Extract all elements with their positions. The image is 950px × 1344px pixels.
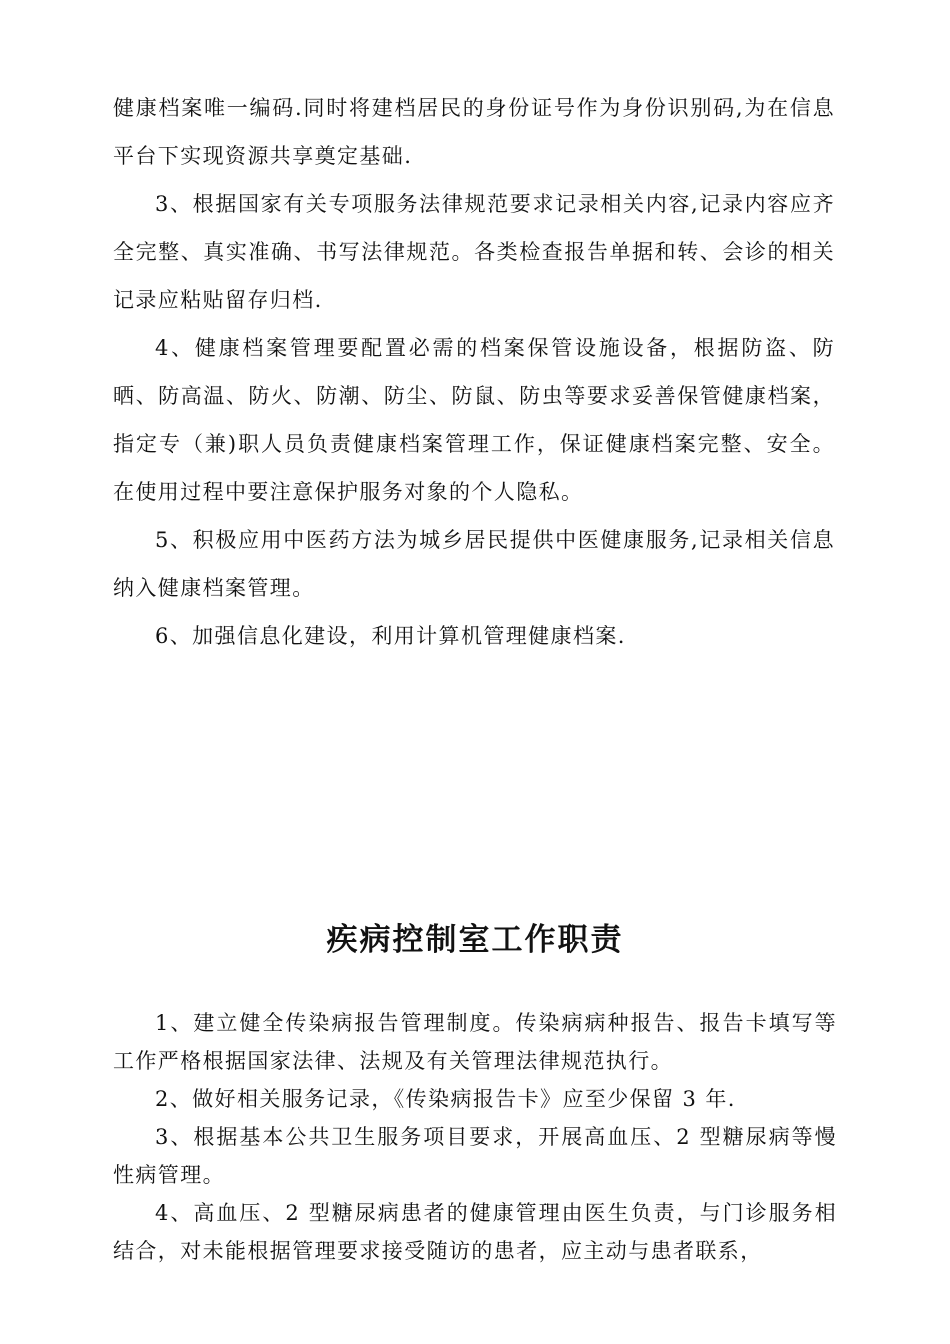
paragraph-item-2: 2、做好相关服务记录，《传染病报告卡》应至少保留 3 年. [155,1087,736,1111]
paragraph-item-3: 3、根据基本公共卫生服务项目要求，开展高血压、2 型糖尿病等慢性病管理。 [113,1125,837,1187]
paragraph-item-3: 3、根据国家有关专项服务法律规范要求记录相关内容,记录内容应齐全完整、真实准确、书写法律规范。各类检查报告单据和转、会诊的相关记录应粘贴留存归档. [113,192,835,312]
paragraph-continuation: 健康档案唯一编码.同时将建档居民的身份证号作为身份识别码,为在信息平台下实现资源共享奠定基础. [113,96,835,168]
paragraph-item-4: 4、健康档案管理要配置必需的档案保管设施设备，根据防盗、防晒、防高温、防火、防潮、防尘、防鼠、防虫等要求妥善保管健康档案，指定专（兼)职人员负责健康档案管理工作，保证健康档案完整、安全。在使用过程中要注意保护服务对象的个人隐私。 [113,336,835,504]
disease-control-section [113,1004,837,1270]
paragraph-item-1: 1、建立健全传染病报告管理制度。传染病病种报告、报告卡填写等工作严格根据国家法律、法规及有关管理法律规范执行。 [113,1011,837,1073]
paragraph-item-5: 5、积极应用中医药方法为城乡居民提供中医健康服务,记录相关信息纳入健康档案管理。 [113,528,835,600]
health-records-section [113,84,835,660]
section-title: 疾病控制室工作职责 [326,922,624,958]
paragraph-item-6: 6、加强信息化建设，利用计算机管理健康档案. [155,624,626,648]
paragraph-item-4: 4、高血压、2 型糖尿病患者的健康管理由医生负责，与门诊服务相结合，对未能根据管理要求接受随访的患者，应主动与患者联系， [113,1201,837,1263]
